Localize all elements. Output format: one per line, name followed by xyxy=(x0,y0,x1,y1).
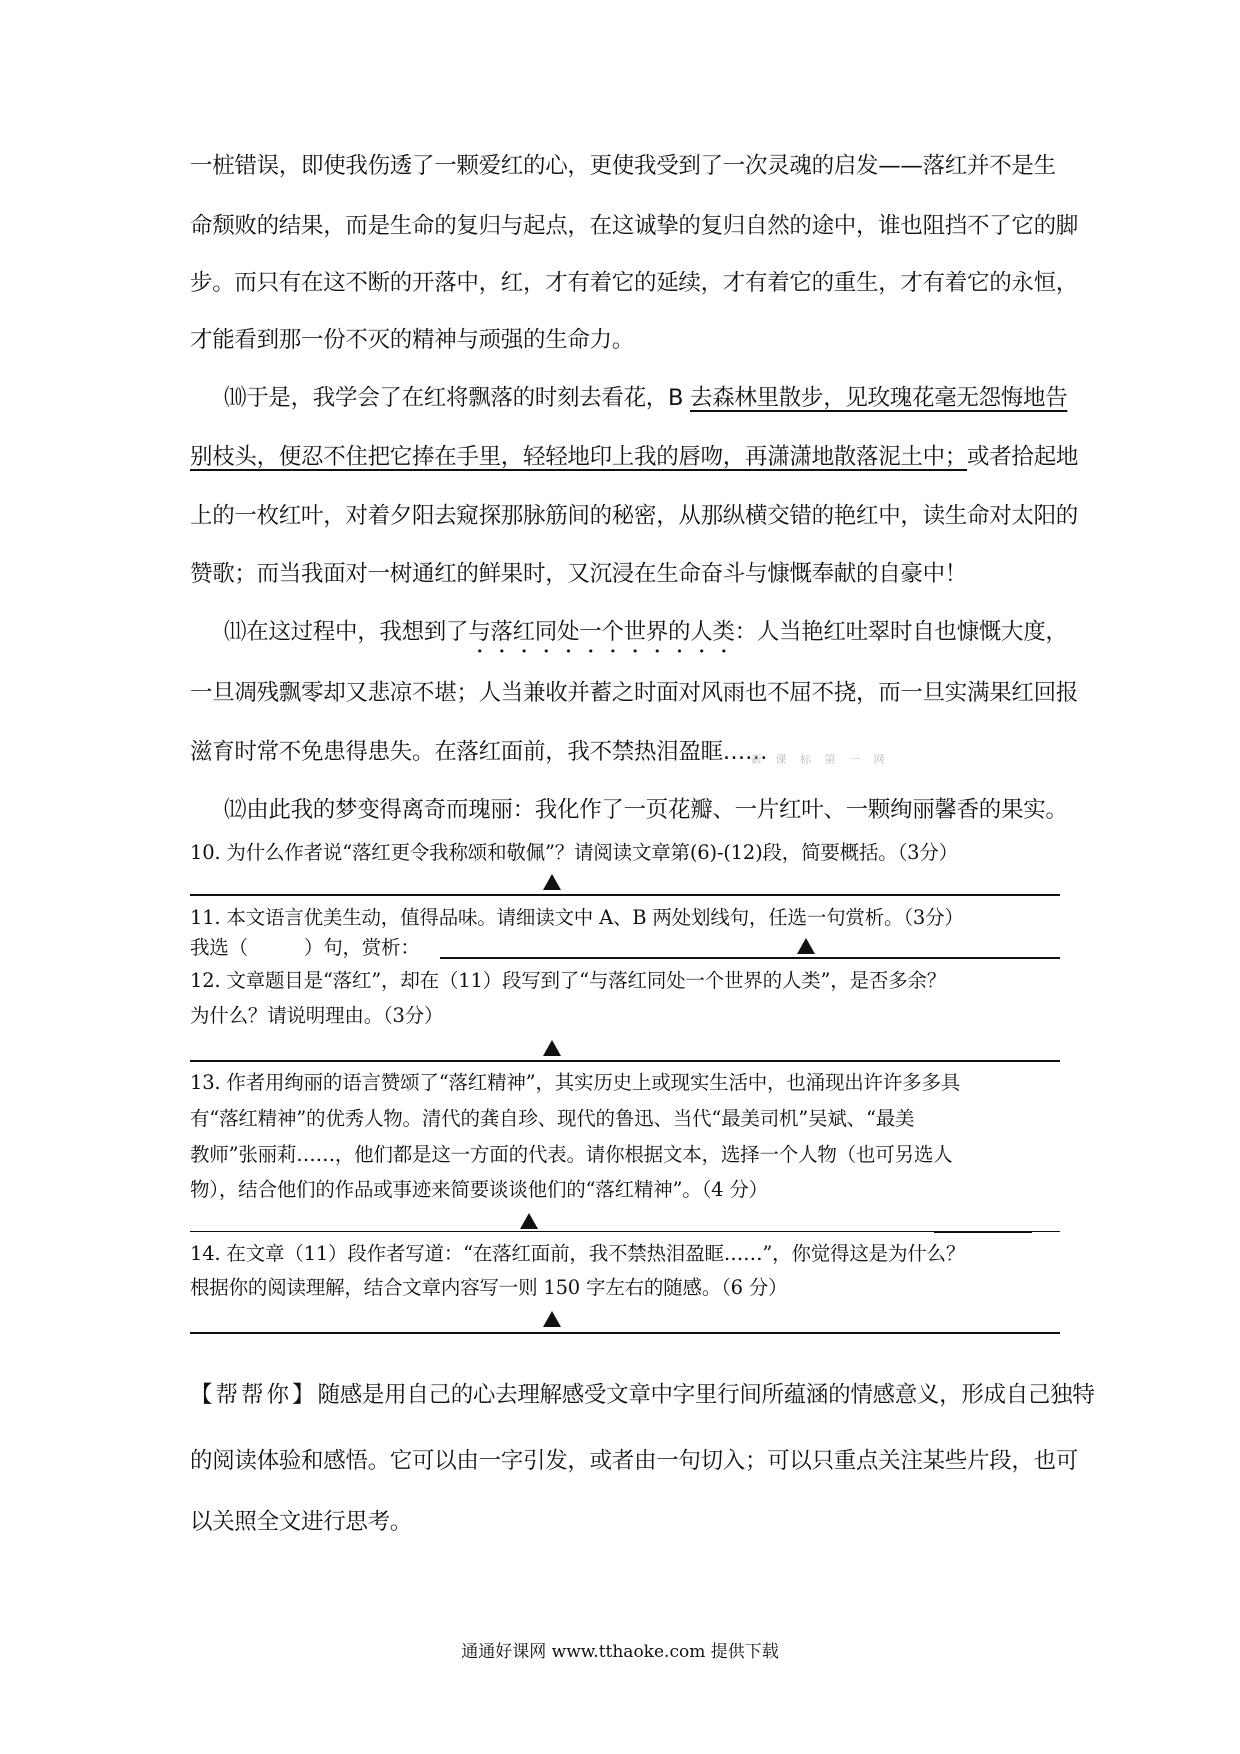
question-13-line: 教师”张丽莉……，他们都是这一方面的代表。请你根据文本，选择一个人物（也可另选人 xyxy=(190,1143,953,1166)
passage-line: 命颓败的结果，而是生命的复归与起点，在这诚挚的复归自然的途中，谁也阻挡不了它的脚 xyxy=(190,213,1079,239)
paragraph-text: 或者拾起地 xyxy=(967,444,1079,470)
paragraph-text: ⑾在这过程中，我想到了 xyxy=(224,619,469,645)
question-11: 11. 本文语言优美生动，值得品味。请细读文中 A、B 两处划线句，任选一句赏析。（3分） xyxy=(190,906,964,929)
paragraph-text: ⑽于是，我学会了在红将飘落的时刻去看花，B xyxy=(224,385,690,411)
answer-line[interactable] xyxy=(190,1231,1060,1232)
passage-line: 上的一枚红叶，对着夕阳去窥探那脉筋间的秘密，从那纵横交错的艳红中，读生命对太阳的 xyxy=(190,503,1079,529)
answer-marker-icon xyxy=(520,1213,538,1229)
passage-line: 赞歌；而当我面对一树通红的鲜果时，又沉浸在生命奋斗与慷慨奉献的自豪中！ xyxy=(190,561,968,587)
question-13-line: 物），结合他们的作品或事迹来简要谈谈他们的“落红精神”。（4 分） xyxy=(190,1178,768,1201)
help-label: 【帮帮你】 xyxy=(190,1382,318,1408)
paragraph-11-line-1 xyxy=(224,617,1068,658)
underlined-sentence-b: 别枝头，便忍不住把它捧在手里，轻轻地印上我的唇吻，再潇潇地散落泥土中； xyxy=(190,444,968,470)
answer-line[interactable] xyxy=(190,1332,1060,1334)
passage-line: 步。而只有在这不断的开落中，红，才有着它的延续，才有着它的重生，才有着它的永恒， xyxy=(190,270,1079,296)
passage-line: 滋育时常不免患得患失。在落红面前，我不禁热泪盈眶…… xyxy=(190,739,768,765)
passage-line: 一桩错误，即使我伤透了一颗爱红的心，更使我受到了一次灵魂的启发——落红并不是生 xyxy=(190,153,1056,179)
question-13-line: 有“落红精神”的优秀人物。清代的龚自珍、现代的鲁迅、当代“最美司机”吴斌、“最美 xyxy=(190,1107,915,1130)
question-11-choice xyxy=(190,933,420,963)
question-14-line-2: 根据你的阅读理解，结合文章内容写一则 150 字左右的随感。（6 分） xyxy=(190,1276,788,1299)
answer-line[interactable] xyxy=(190,894,1060,896)
choice-label-open: 我选（ xyxy=(190,936,248,959)
passage-line: 一旦凋残飘零却又悲凉不堪；人当兼收并蓄之时面对风雨也不屈不挠，而一旦实满果红回报 xyxy=(190,680,1079,706)
question-13-line: 13. 作者用绚丽的语言赞颂了“落红精神”，其实历史上或现实生活中，也涌现出许许多多具 xyxy=(190,1071,961,1094)
answer-line[interactable] xyxy=(440,957,1060,959)
answer-marker-icon xyxy=(543,1040,561,1056)
question-12-line-1: 12. 文章题目是“落红”，却在（11）段写到了“与落红同处一个世界的人类”，是否多余？ xyxy=(190,969,947,992)
help-line-2: 的阅读体验和感悟。它可以由一字引发，或者由一句切入；可以只重点关注某些片段，也可 xyxy=(190,1448,1079,1474)
question-14-line-1: 14. 在文章（11）段作者写道：“在落红面前，我不禁热泪盈眶……”，你觉得这是为什么？ xyxy=(190,1242,966,1265)
watermark: 新 课 标 第 一 网 xyxy=(751,753,890,766)
paragraph-12: ⑿由此我的梦变得离奇而瑰丽：我化作了一页花瓣、一片红叶、一颗绚丽馨香的果实。 xyxy=(224,797,1068,823)
page-footer: 通通好课网 www.tthaoke.com 提供下载 xyxy=(461,1642,779,1662)
dotted-emphasis: 与落红同处一个世界的人类 xyxy=(468,619,735,645)
help-text: 随感是用自己的心去理解感受文章中字里行间所蕴涵的情感意义，形成自己独特 xyxy=(317,1382,1095,1408)
answer-marker-icon xyxy=(543,1311,561,1327)
choice-label-close: ）句，赏析： xyxy=(303,936,420,959)
underlined-sentence-b: 去森林里散步，见玫瑰花毫无怨悔地告 xyxy=(690,385,1068,411)
passage-line: 才能看到那一份不灭的精神与顽强的生命力。 xyxy=(190,327,635,353)
paragraph-text: ：人当艳红吐翠时自也慷慨大度， xyxy=(734,619,1068,645)
answer-line[interactable] xyxy=(190,1060,1060,1062)
paragraph-10-line-1 xyxy=(224,383,1068,413)
answer-marker-icon xyxy=(797,938,815,954)
answer-marker-icon xyxy=(543,874,561,890)
paragraph-10-line-2 xyxy=(190,442,1079,472)
help-line-1 xyxy=(190,1380,1095,1410)
help-line-3: 以关照全文进行思考。 xyxy=(190,1509,413,1535)
answer-line-extension xyxy=(934,1231,1032,1233)
question-12-line-2: 为什么？请说明理由。（3分） xyxy=(190,1004,444,1027)
question-10: 10. 为什么作者说“落红更令我称颂和敬佩”？请阅读文章第(6)-(12)段，简要概括。（3分） xyxy=(190,841,958,864)
